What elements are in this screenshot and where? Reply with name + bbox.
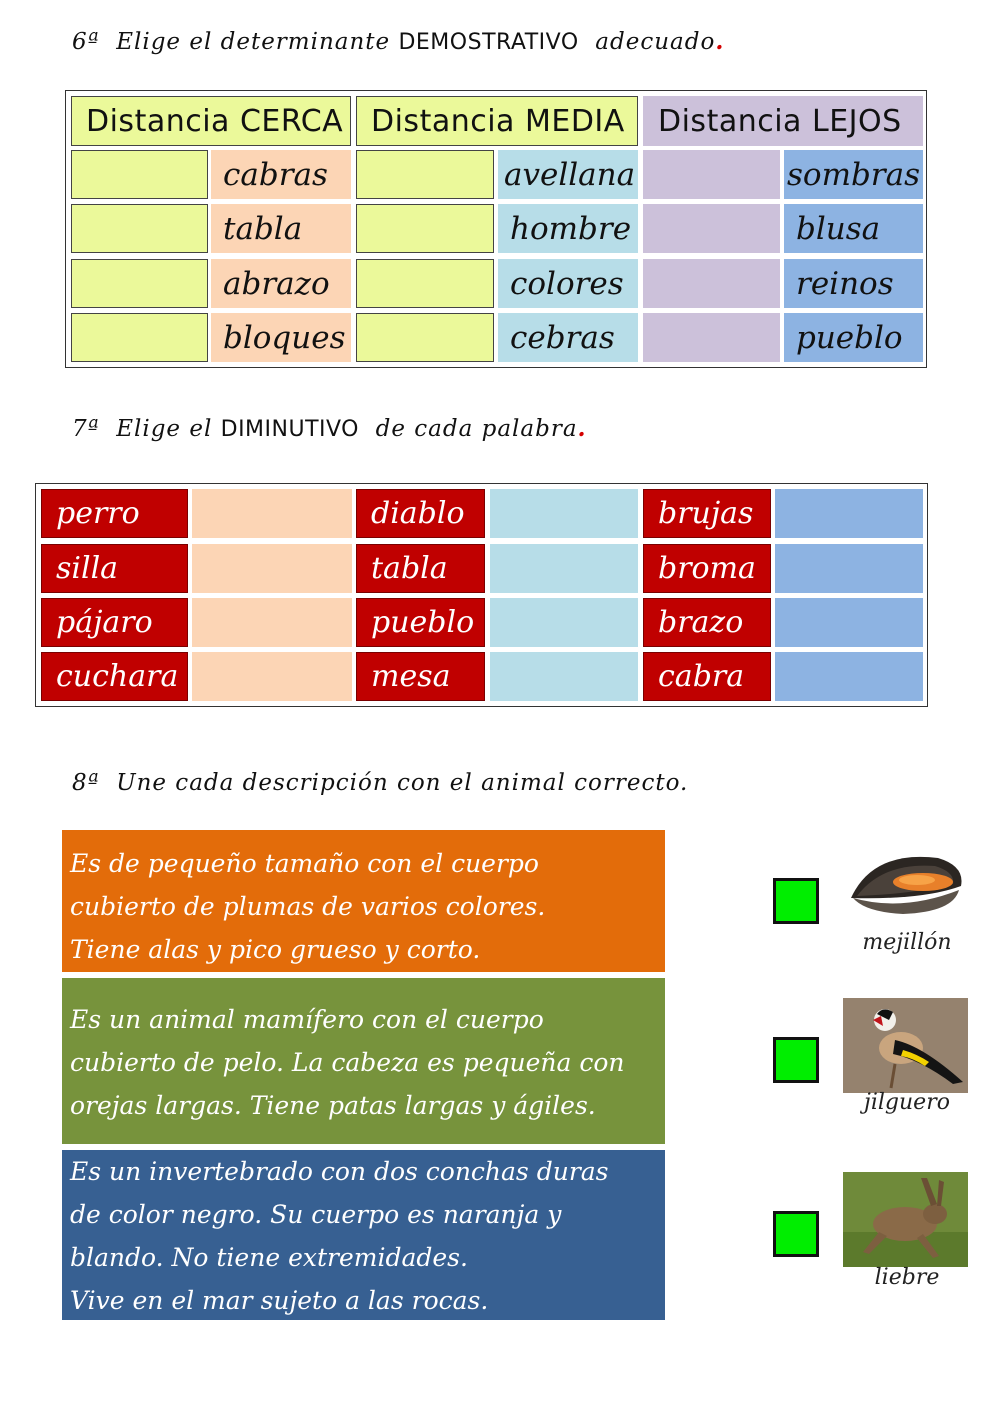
heading-text-end: de cada palabra bbox=[375, 416, 578, 442]
description-box-2 bbox=[62, 978, 665, 1144]
word-cell: diablo bbox=[356, 489, 485, 538]
mussel-icon bbox=[843, 840, 968, 935]
answer-blank[interactable] bbox=[643, 313, 780, 362]
description-line: Es un animal mamífero con el cuerpo bbox=[70, 1005, 544, 1034]
answer-blank[interactable] bbox=[490, 652, 638, 701]
answer-blank[interactable] bbox=[490, 489, 638, 538]
word-cell: broma bbox=[643, 544, 771, 593]
mid-word: colores bbox=[498, 259, 638, 308]
answer-blank[interactable] bbox=[356, 204, 494, 253]
goldfinch-icon bbox=[843, 998, 968, 1093]
answer-blank[interactable] bbox=[490, 544, 638, 593]
mid-word: avellana bbox=[498, 150, 638, 199]
description-line: Es de pequeño tamaño con el cuerpo bbox=[70, 849, 539, 878]
answer-blank[interactable] bbox=[71, 204, 208, 253]
heading-keyword: DIMINUTIVO bbox=[220, 417, 359, 442]
heading-text: Elige el determinante bbox=[116, 29, 391, 55]
answer-blank[interactable] bbox=[775, 598, 923, 647]
exercise-7-heading: 7ª Elige el DIMINUTIVO de cada palabra. bbox=[72, 415, 587, 442]
description-line: Tiene alas y pico grueso y corto. bbox=[70, 935, 481, 964]
animal-caption: jilguero bbox=[864, 1090, 950, 1115]
answer-blank[interactable] bbox=[643, 204, 780, 253]
word-cell: silla bbox=[41, 544, 188, 593]
near-word: abrazo bbox=[211, 259, 351, 308]
answer-blank[interactable] bbox=[356, 259, 494, 308]
diminutive-table bbox=[35, 483, 928, 707]
description-box-3 bbox=[62, 1150, 665, 1320]
description-line: orejas largas. Tiene patas largas y ágiles. bbox=[70, 1091, 596, 1120]
word-cell: brazo bbox=[643, 598, 771, 647]
near-word: cabras bbox=[211, 150, 351, 199]
word-cell: pueblo bbox=[356, 598, 485, 647]
answer-blank[interactable] bbox=[192, 598, 352, 647]
header-near: Distancia CERCA bbox=[71, 96, 351, 146]
header-far: Distancia LEJOS bbox=[643, 96, 923, 146]
match-checkbox-3[interactable] bbox=[773, 1211, 819, 1257]
word-cell: brujas bbox=[643, 489, 771, 538]
near-word: bloques bbox=[211, 313, 351, 362]
description-box-1 bbox=[62, 830, 665, 972]
answer-blank[interactable] bbox=[775, 652, 923, 701]
answer-blank[interactable] bbox=[643, 150, 780, 199]
answer-blank[interactable] bbox=[356, 313, 494, 362]
far-word: blusa bbox=[784, 204, 923, 253]
answer-blank[interactable] bbox=[192, 489, 352, 538]
answer-blank[interactable] bbox=[71, 313, 208, 362]
near-word: tabla bbox=[211, 204, 351, 253]
mid-word: hombre bbox=[498, 204, 638, 253]
hare-icon bbox=[843, 1172, 968, 1267]
answer-blank[interactable] bbox=[71, 150, 208, 199]
far-word: reinos bbox=[784, 259, 923, 308]
demonstrative-table bbox=[65, 90, 927, 368]
far-word: pueblo bbox=[784, 313, 923, 362]
answer-blank[interactable] bbox=[643, 259, 780, 308]
description-line: Es un invertebrado con dos conchas duras bbox=[70, 1157, 609, 1186]
exercise-6-heading: 6ª Elige el determinante DEMOSTRATIVO adecuado. bbox=[72, 28, 725, 55]
word-cell: cabra bbox=[643, 652, 771, 701]
match-checkbox-2[interactable] bbox=[773, 1037, 819, 1083]
exercise-8-heading bbox=[72, 770, 688, 796]
exercise-number: 7ª bbox=[72, 416, 100, 442]
far-word: sombras bbox=[784, 150, 923, 199]
answer-blank[interactable] bbox=[775, 544, 923, 593]
description-line: blando. No tiene extremidades. bbox=[70, 1243, 468, 1272]
word-cell: tabla bbox=[356, 544, 485, 593]
answer-blank[interactable] bbox=[356, 150, 494, 199]
word-cell: perro bbox=[41, 489, 188, 538]
answer-blank[interactable] bbox=[192, 544, 352, 593]
match-checkbox-1[interactable] bbox=[773, 878, 819, 924]
header-mid: Distancia MEDIA bbox=[356, 96, 638, 146]
animal-caption: liebre bbox=[874, 1265, 940, 1290]
description-line: cubierto de plumas de varios colores. bbox=[70, 892, 546, 921]
answer-blank[interactable] bbox=[775, 489, 923, 538]
answer-blank[interactable] bbox=[490, 598, 638, 647]
heading-keyword: DEMOSTRATIVO bbox=[398, 30, 579, 55]
animal-caption: mejillón bbox=[862, 930, 952, 955]
heading-text: Elige el bbox=[116, 416, 213, 442]
heading-text-end: adecuado bbox=[595, 29, 716, 55]
answer-blank[interactable] bbox=[71, 259, 208, 308]
exercise-number: 6ª bbox=[72, 29, 100, 55]
word-cell: mesa bbox=[356, 652, 485, 701]
description-line: Vive en el mar sujeto a las rocas. bbox=[70, 1286, 489, 1315]
word-cell: pájaro bbox=[41, 598, 188, 647]
exercise-number: 8ª bbox=[72, 770, 100, 796]
answer-blank[interactable] bbox=[192, 652, 352, 701]
description-line: cubierto de pelo. La cabeza es pequeña con bbox=[70, 1048, 625, 1077]
heading-text: Une cada descripción con el animal correcto. bbox=[116, 770, 689, 796]
description-line: de color negro. Su cuerpo es naranja y bbox=[70, 1200, 562, 1229]
mid-word: cebras bbox=[498, 313, 638, 362]
word-cell: cuchara bbox=[41, 652, 188, 701]
